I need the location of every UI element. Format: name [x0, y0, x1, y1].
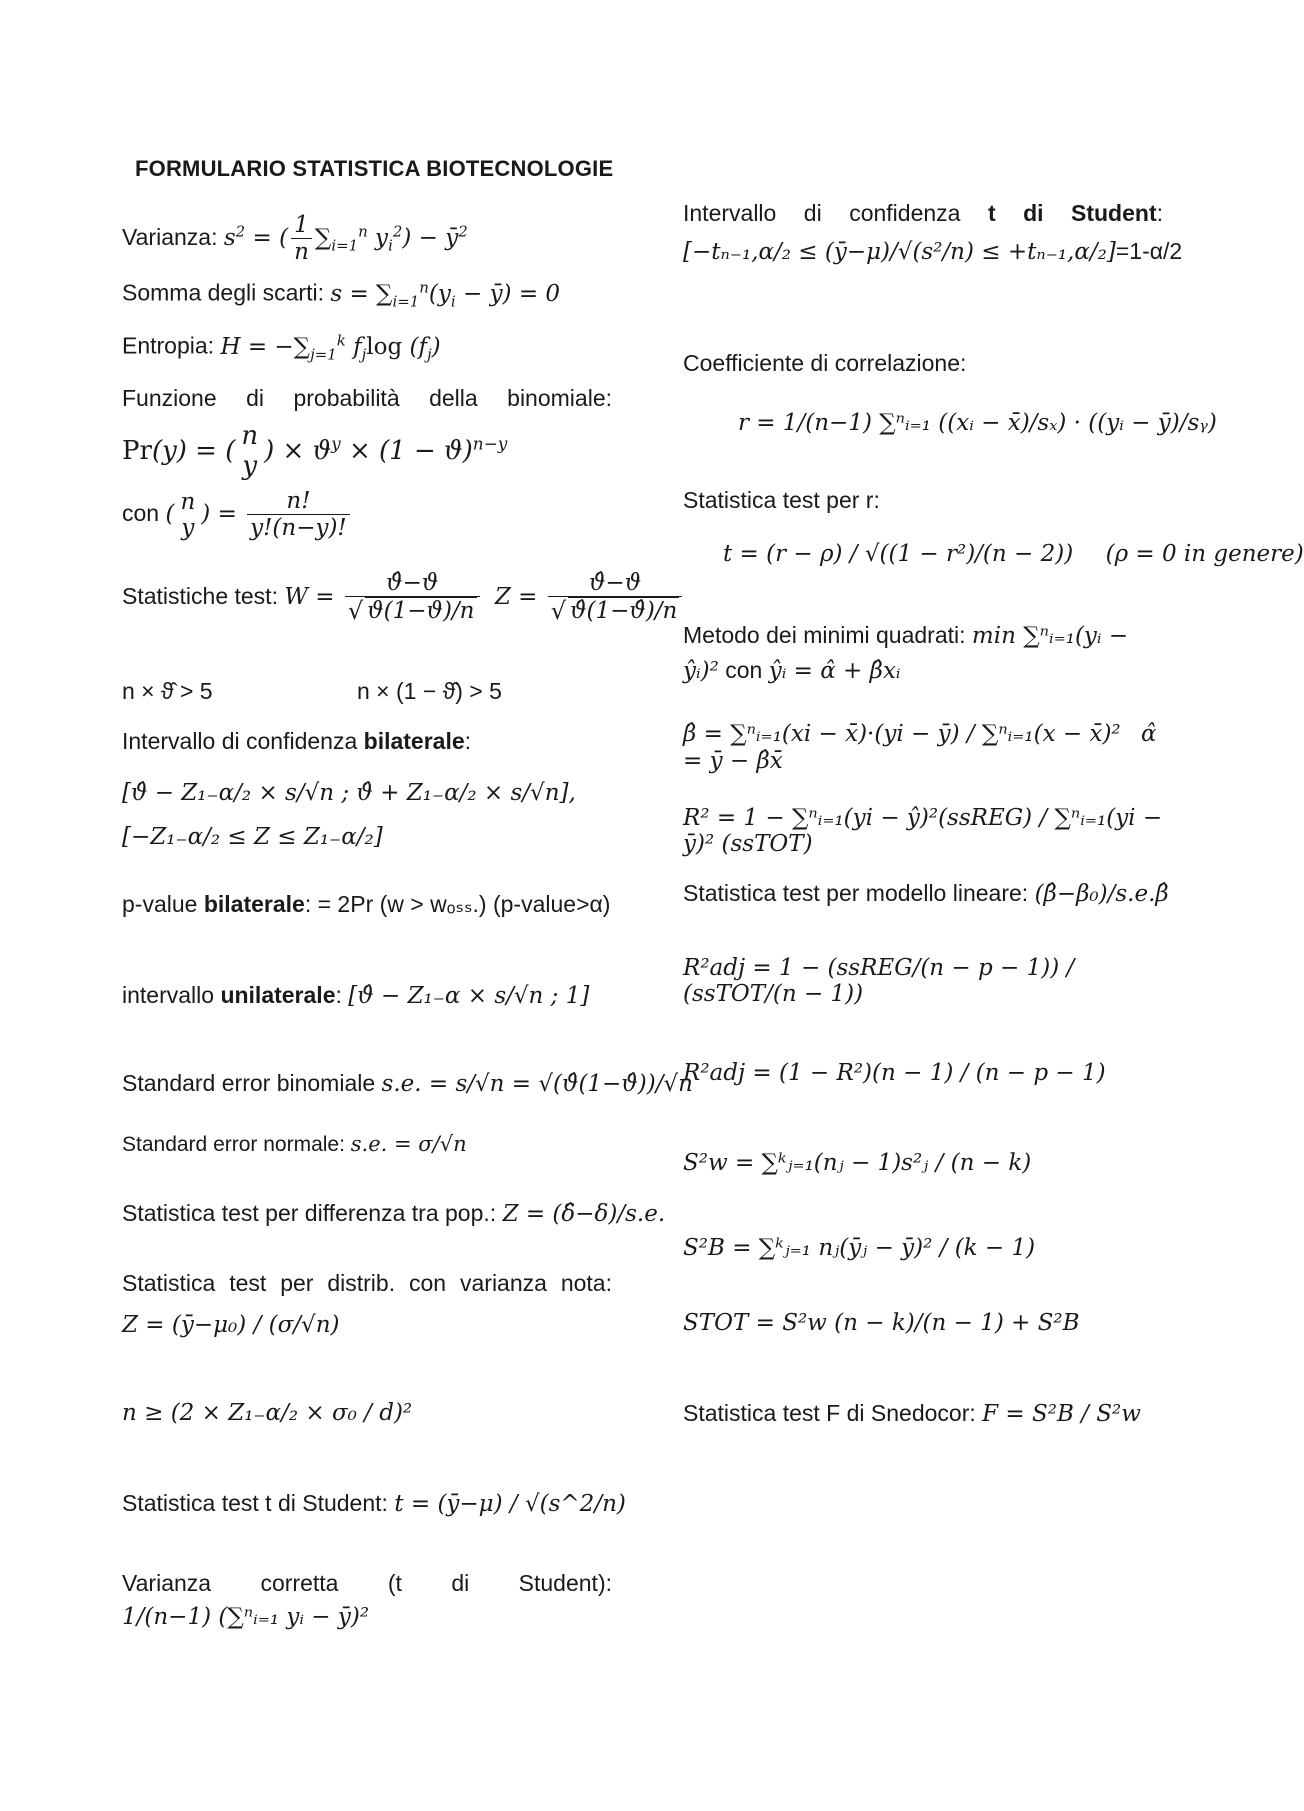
- se-normale-row: Standard error normale: s.e. = σ/√n: [122, 1132, 467, 1156]
- differenza-pop-row: Statistica test per differenza tra pop.: Z = (δ̂−δ)/s.e.: [122, 1200, 666, 1227]
- ic-t-student-row: [683, 238, 1183, 265]
- test-r-formula: t = (r − ρ) / √((1 − r²)/(n − 2)): [723, 541, 1074, 567]
- intervallo-bilaterale-formula: [ϑ̂ − Z₁₋α/₂ × s/√n ; ϑ̂ + Z₁₋α/₂ × s/√n],: [122, 780, 576, 806]
- binomiale-coeff-row: con ( n y ) = $\frac{n!}{y!(n-y)!}$: [122, 488, 612, 542]
- correlazione-formula: r = 1/(n−1) ∑ⁿᵢ₌₁ ((xᵢ − x̄)/sₓ) · ((yᵢ − ȳ)/sᵧ): [738, 410, 1217, 436]
- sample-size-formula: n ≥ (2 × Z₁₋α/₂ × σ₀ / d)²: [122, 1400, 413, 1426]
- intervallo-unilaterale-row: intervallo unilaterale: [ϑ̂ − Z₁₋α × s/√n ; 1]: [122, 982, 590, 1009]
- varianza-corretta-label: Varianza corretta (t di Student):: [122, 1570, 612, 1596]
- binomiale-label: Funzione di probabilità della binomiale:: [122, 385, 612, 411]
- varianza-corretta-formula: 1/(n−1) (∑ⁿᵢ₌₁ yᵢ − ȳ)²: [122, 1604, 370, 1630]
- condition-np: n × ϑ̂ > 5: [122, 678, 213, 704]
- test-r-label: Statistica test per r:: [683, 487, 880, 513]
- snedecor-formula: F = S²B / S²w: [982, 1401, 1141, 1427]
- snedecor-row: Statistica test F di Snedocor: F = S²B / S²w: [683, 1400, 1141, 1427]
- varianza-nota-label: Statistica test per distrib. con varianza nota:: [122, 1270, 612, 1296]
- minimi-quadrati-formula: min ∑ⁿᵢ₌₁(yᵢ − ŷᵢ)²: [683, 623, 1129, 684]
- entropia-formula: $H = -\sum_{j=1}^k$ $f_j\log$ $(f_j)$: [220, 331, 441, 364]
- minimi-quadrati-model: ŷᵢ = α̂ + β̂xᵢ: [768, 658, 901, 684]
- r-squared-formula: R² = 1 − ∑ⁿᵢ₌₁(yi − ŷ)²(ssREG) / ∑ⁿᵢ₌₁(yi − ȳ)² (ssTOT): [683, 805, 1163, 857]
- se-normale-formula: s.e. = σ/√n: [350, 1132, 467, 1156]
- beta-row: [683, 720, 1163, 774]
- alpha-formula: α̂ = ȳ − β̂x̄: [683, 721, 1157, 774]
- test-r-row: [723, 540, 1304, 567]
- entropia-row: Entropia: $H = -\sum_{j=1}^k$ $f_j\log$ $(f_j)$: [122, 331, 441, 364]
- stot-formula: STOT = S²w (n − k)/(n − 1) + S²B: [683, 1310, 1080, 1336]
- ic-t-student-suffix: =1-α/2: [1115, 238, 1183, 264]
- p-value-row: p-value bilaterale: = 2Pr (w > wₒₛₛ.) (p-value>α): [122, 891, 611, 917]
- r2adj-formula-2: R²adj = (1 − R²)(n − 1) / (n − p − 1): [683, 1060, 1106, 1086]
- t-student-formula: t = (ȳ−μ) / √(s^2/n): [394, 1491, 626, 1517]
- intervallo-unilaterale-formula: [ϑ̂ − Z₁₋α × s/√n ; 1]: [348, 983, 590, 1009]
- varianza-row: Varianza: $s^2$ = ( $\frac{1}{n}$ $\sum_{i=1}^n$ $y_i^2$) − $ȳ^2$: [122, 212, 468, 266]
- varianza-nota-formula: Z = (ȳ−μ₀) / (σ/√n): [122, 1312, 340, 1338]
- binomiale-coeff-formula: ( n y ) = $\frac{n!}{y!(n-y)!}$: [165, 501, 352, 527]
- r2adj-formula-1: R²adj = 1 − (ssREG/(n − p − 1)) / (ssTOT/(n − 1)): [683, 955, 1075, 1007]
- differenza-pop-formula: Z = (δ̂−δ)/s.e.: [502, 1201, 666, 1227]
- se-binomiale-row: Standard error binomiale s.e. = s/√n = √(ϑ̂(1−ϑ̂))/√n: [122, 1070, 693, 1097]
- document-title: FORMULARIO STATISTICA BIOTECNOLOGIE: [135, 156, 614, 181]
- w-statistic-formula: W = $\frac{ϑ̂-ϑ}{√ ϑ(1-ϑ)/n}$: [284, 584, 482, 610]
- sb-formula: S²B = ∑ᵏⱼ₌₁ nⱼ(ȳⱼ − ȳ)² / (k − 1): [683, 1235, 1036, 1261]
- correlazione-label: Coefficiente di correlazione:: [683, 350, 967, 376]
- minimi-quadrati-row: Metodo dei minimi quadrati: min ∑ⁿᵢ₌₁(yᵢ − ŷᵢ)² con ŷᵢ = α̂ + β̂xᵢ: [683, 622, 1129, 684]
- test-modello-formula: (β̂−β₀)/s.e.β̂: [1034, 881, 1169, 907]
- ic-t-student-formula: [−tₙ₋₁,α/₂ ≤ (ȳ−μ)/√(s²/n) ≤ +tₙ₋₁,α/₂]: [683, 239, 1116, 265]
- varianza-formula: $s^2$ = ( $\frac{1}{n}$ $\sum_{i=1}^n$ $y_i^2$) − $ȳ^2$: [223, 212, 468, 266]
- test-r-note: (ρ = 0 in genere): [1105, 541, 1304, 567]
- somma-scarti-formula: $s = \sum_{i=1}^n(y_i$ − ȳ) = 0: [330, 278, 561, 311]
- condition-n1p: n × (1 − ϑ̂) > 5: [357, 678, 502, 704]
- somma-scarti-row: Somma degli scarti: $s = \sum_{i=1}^n(y_i$ − ȳ) = 0: [122, 278, 561, 311]
- intervallo-z-formula: [−Z₁₋α/₂ ≤ Z ≤ Z₁₋α/₂]: [122, 824, 383, 850]
- sw-formula: S²w = ∑ᵏⱼ₌₁(nⱼ − 1)s²ⱼ / (n − k): [683, 1150, 1032, 1176]
- binomiale-formula: Pr(y) = ( n y ) × $ϑ^y \times (1 - ϑ)^{n-y}$: [122, 421, 508, 481]
- beta-formula: β̂ = ∑ⁿᵢ₌₁(xi − x̄)·(yi − ȳ) / ∑ⁿᵢ₌₁(x − x̄)²: [683, 721, 1121, 747]
- intervallo-bilaterale-label: Intervallo di confidenza bilaterale:: [122, 728, 472, 754]
- ic-t-student-label: Intervallo di confidenza t di Student:: [683, 200, 1163, 226]
- z-statistic-formula: Z = $\frac{ϑ̂-ϑ}{√ ϑ̂(1-ϑ̂)/n}$: [495, 584, 685, 610]
- t-student-row: Statistica test t di Student: t = (ȳ−μ) / √(s^2/n): [122, 1490, 626, 1517]
- statistiche-test-row: Statistiche test: W = $\frac{ϑ̂-ϑ}{√ ϑ(1-ϑ)/n}$ Z = $\frac{ϑ̂-ϑ}{√ ϑ̂(1-ϑ̂)/n}$: [122, 570, 612, 626]
- test-modello-row: Statistica test per modello lineare: (β̂−β₀)/s.e.β̂: [683, 880, 1169, 907]
- se-binomiale-formula: s.e. = s/√n = √(ϑ̂(1−ϑ̂))/√n: [381, 1071, 693, 1097]
